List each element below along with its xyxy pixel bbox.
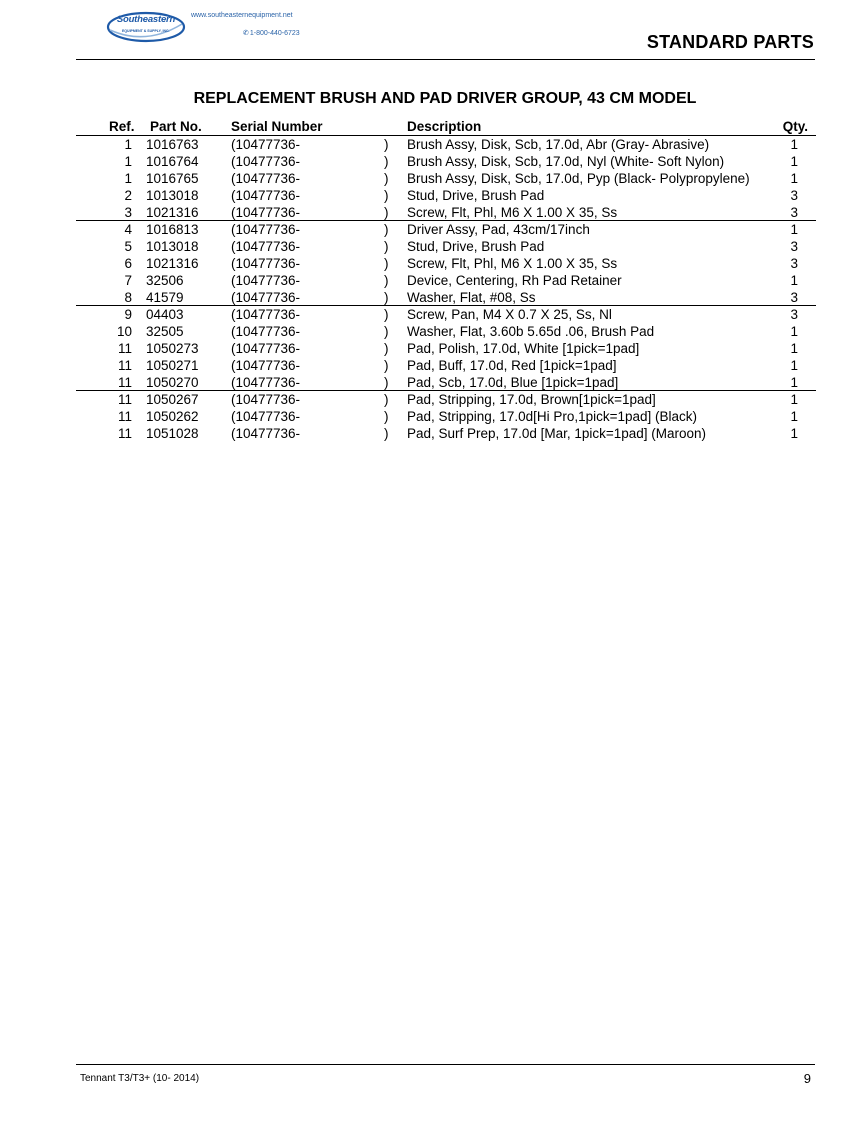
part-no-cell: 1050262: [146, 409, 199, 424]
description-cell: Driver Assy, Pad, 43cm/17inch: [407, 222, 590, 237]
ref-cell: 11: [117, 341, 132, 356]
part-no-cell: 32505: [146, 324, 184, 339]
part-no-cell: 41579: [146, 290, 184, 305]
table-row: [76, 204, 816, 221]
description-cell: Brush Assy, Disk, Scb, 17.0d, Nyl (White- Soft Nylon): [407, 154, 725, 169]
footer-model: Tennant T3/T3+ (10- 2014): [80, 1073, 200, 1084]
phone-number[interactable]: [243, 29, 300, 37]
serial-cell: (10477736-: [231, 205, 301, 220]
website-link[interactable]: www.southeasternequipment.net: [191, 12, 293, 19]
serial-close-cell: ): [384, 324, 389, 339]
ref-cell: 6: [124, 256, 132, 271]
description-cell: Pad, Scb, 17.0d, Blue [1pick=1pad]: [407, 375, 619, 390]
qty-cell: 3: [790, 188, 798, 203]
description-cell: Washer, Flat, 3.60b 5.65d .06, Brush Pad: [407, 324, 655, 339]
table-row: [76, 306, 816, 323]
serial-close-cell: ): [384, 341, 389, 356]
part-no-cell: 1016763: [146, 137, 199, 152]
serial-close-cell: ): [384, 358, 389, 373]
ref-cell: 10: [116, 324, 132, 339]
serial-close-cell: ): [384, 409, 389, 424]
serial-close-cell: ): [384, 273, 389, 288]
description-cell: Brush Assy, Disk, Scb, 17.0d, Pyp (Black- Polypropylene): [407, 171, 750, 186]
qty-cell: 1: [790, 154, 798, 169]
serial-close-cell: ): [384, 392, 389, 407]
qty-cell: 1: [790, 358, 798, 373]
description-cell: Device, Centering, Rh Pad Retainer: [407, 273, 622, 288]
header-divider: [76, 59, 815, 60]
table-row: [76, 238, 816, 255]
ref-cell: 1: [124, 137, 132, 152]
serial-cell: (10477736-: [231, 290, 301, 305]
table-row: [76, 136, 816, 153]
col-ref: Ref.: [109, 119, 135, 134]
serial-cell: (10477736-: [231, 154, 301, 169]
table-row: [76, 357, 816, 374]
section-title: STANDARD PARTS: [646, 32, 814, 52]
serial-close-cell: ): [384, 375, 389, 390]
table-row: [76, 170, 816, 187]
serial-close-cell: ): [384, 307, 389, 322]
phone-text: 1-800-440-6723: [249, 30, 300, 37]
description-cell: Stud, Drive, Brush Pad: [407, 188, 545, 203]
ref-cell: 7: [124, 273, 132, 288]
description-cell: Stud, Drive, Brush Pad: [407, 239, 545, 254]
serial-close-cell: ): [384, 137, 389, 152]
table-row: [76, 374, 816, 391]
qty-cell: 1: [790, 426, 798, 441]
page-number: 9: [803, 1071, 811, 1086]
part-no-cell: 1016764: [146, 154, 199, 169]
qty-cell: 1: [790, 392, 798, 407]
description-cell: Screw, Pan, M4 X 0.7 X 25, Ss, Nl: [407, 307, 612, 322]
part-no-cell: 1021316: [146, 205, 199, 220]
description-cell: Screw, Flt, Phl, M6 X 1.00 X 35, Ss: [407, 256, 618, 271]
serial-close-cell: ): [384, 256, 389, 271]
serial-cell: (10477736-: [231, 171, 301, 186]
serial-cell: (10477736-: [231, 426, 301, 441]
part-no-cell: 1050267: [146, 392, 199, 407]
serial-cell: (10477736-: [231, 222, 301, 237]
col-serial-number: Serial Number: [231, 119, 323, 134]
ref-cell: 5: [124, 239, 132, 254]
serial-close-cell: ): [384, 188, 389, 203]
part-no-cell: 1050271: [146, 358, 199, 373]
table-row: [76, 272, 816, 289]
serial-cell: (10477736-: [231, 273, 301, 288]
serial-cell: (10477736-: [231, 188, 301, 203]
ref-cell: 11: [117, 358, 132, 373]
ref-cell: 1: [124, 154, 132, 169]
serial-close-cell: ): [384, 290, 389, 305]
group-title: REPLACEMENT BRUSH AND PAD DRIVER GROUP, 43 CM MODEL: [193, 90, 697, 107]
description-cell: Pad, Stripping, 17.0d, Brown[1pick=1pad]: [407, 392, 656, 407]
table-row: [76, 340, 816, 357]
ref-cell: 4: [124, 222, 132, 237]
qty-cell: 1: [790, 137, 798, 152]
serial-close-cell: ): [384, 205, 389, 220]
ref-cell: 2: [124, 188, 132, 203]
qty-cell: 1: [790, 341, 798, 356]
part-no-cell: 1050273: [146, 341, 199, 356]
qty-cell: 3: [790, 256, 798, 271]
qty-cell: 1: [790, 324, 798, 339]
col-qty: Qty.: [782, 119, 808, 134]
table-row: [76, 187, 816, 204]
part-no-cell: 32506: [146, 273, 184, 288]
serial-cell: (10477736-: [231, 137, 301, 152]
table-row: [76, 391, 816, 408]
description-cell: Brush Assy, Disk, Scb, 17.0d, Abr (Gray- Abrasive): [407, 137, 710, 152]
qty-cell: 1: [790, 171, 798, 186]
description-cell: Pad, Polish, 17.0d, White [1pick=1pad]: [407, 341, 640, 356]
qty-cell: 3: [790, 290, 798, 305]
part-no-cell: 04403: [146, 307, 184, 322]
ref-cell: 3: [124, 205, 132, 220]
serial-close-cell: ): [384, 239, 389, 254]
description-cell: Pad, Buff, 17.0d, Red [1pick=1pad]: [407, 358, 617, 373]
table-row: [76, 221, 816, 238]
description-cell: Washer, Flat, #08, Ss: [407, 290, 536, 305]
description-cell: Screw, Flt, Phl, M6 X 1.00 X 35, Ss: [407, 205, 618, 220]
serial-cell: (10477736-: [231, 375, 301, 390]
table-row: [76, 153, 816, 170]
qty-cell: 3: [790, 205, 798, 220]
qty-cell: 3: [790, 307, 798, 322]
logo-wordmark: Southeastern: [116, 14, 176, 25]
serial-close-cell: ): [384, 171, 389, 186]
part-no-cell: 1050270: [146, 375, 199, 390]
serial-close-cell: ): [384, 426, 389, 441]
ref-cell: 11: [117, 392, 132, 407]
serial-close-cell: ): [384, 154, 389, 169]
serial-cell: (10477736-: [231, 392, 301, 407]
part-no-cell: 1051028: [146, 426, 199, 441]
qty-cell: 1: [790, 222, 798, 237]
part-no-cell: 1021316: [146, 256, 199, 271]
part-no-cell: 1016813: [146, 222, 199, 237]
qty-cell: 1: [790, 409, 798, 424]
logo-tagline: EQUIPMENT & SUPPLY, INC.: [122, 29, 170, 33]
ref-cell: 11: [117, 375, 132, 390]
ref-cell: 11: [117, 409, 132, 424]
part-no-cell: 1013018: [146, 188, 199, 203]
footer-divider: [76, 1064, 815, 1065]
serial-cell: (10477736-: [231, 239, 301, 254]
serial-cell: (10477736-: [231, 256, 301, 271]
qty-cell: 1: [790, 375, 798, 390]
table-row: [76, 425, 816, 442]
serial-cell: (10477736-: [231, 409, 301, 424]
serial-close-cell: ): [384, 222, 389, 237]
qty-cell: 1: [790, 273, 798, 288]
description-cell: Pad, Stripping, 17.0d[Hi Pro,1pick=1pad] (Black): [407, 409, 698, 424]
ref-cell: 1: [124, 171, 132, 186]
table-row: [76, 255, 816, 272]
table-row: [76, 408, 816, 425]
part-no-cell: 1013018: [146, 239, 199, 254]
description-cell: Pad, Surf Prep, 17.0d [Mar, 1pick=1pad] (Maroon): [407, 426, 707, 441]
table-row: [76, 323, 816, 340]
col-description: Description: [407, 119, 482, 134]
ref-cell: 9: [124, 307, 132, 322]
phone-icon: ✆: [243, 30, 249, 37]
part-no-cell: 1016765: [146, 171, 199, 186]
col-part-no: Part No.: [150, 119, 202, 134]
qty-cell: 3: [790, 239, 798, 254]
table-header: [76, 118, 816, 136]
serial-cell: (10477736-: [231, 307, 301, 322]
ref-cell: 11: [117, 426, 132, 441]
serial-cell: (10477736-: [231, 324, 301, 339]
serial-cell: (10477736-: [231, 358, 301, 373]
table-row: [76, 289, 816, 306]
ref-cell: 8: [124, 290, 132, 305]
parts-table: [76, 118, 816, 442]
serial-cell: (10477736-: [231, 341, 301, 356]
